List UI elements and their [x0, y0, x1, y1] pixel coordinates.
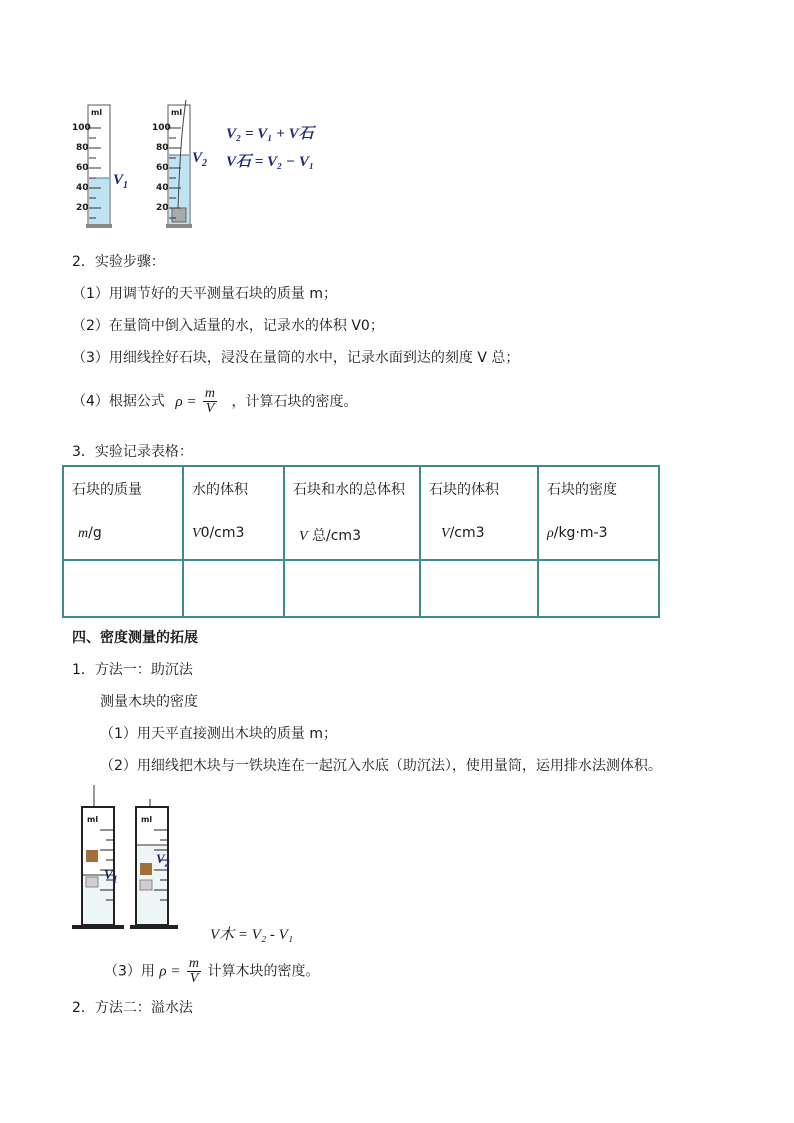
tick-label: 60	[76, 163, 89, 173]
section-heading-table: 3．实验记录表格：	[72, 444, 193, 460]
table-header-cell: 石块的密度 ρ/kg·m-3	[538, 466, 659, 560]
unit-label: ml	[91, 108, 103, 117]
fraction-denominator: V	[205, 401, 215, 416]
unit-label: ml	[141, 815, 153, 824]
density-symbol: ρ =	[159, 963, 181, 980]
density-symbol: ρ =	[175, 393, 197, 410]
tick-label: 80	[156, 143, 169, 153]
step-2: （2）在量筒中倒入适量的水，记录水的体积 V0；	[72, 318, 384, 334]
v1-label: $V_1$	[104, 867, 118, 886]
method-1-step-2: （2）用细线把木块与一铁块连在一起沉入水底（助沉法），使用量筒，运用排水法测体积。	[100, 758, 662, 774]
record-table	[62, 465, 660, 618]
tick-label: 40	[76, 183, 89, 193]
step-4-prefix: （4）根据公式	[72, 393, 165, 410]
tick-label: 80	[76, 143, 89, 153]
unit-label: ml	[87, 815, 99, 824]
fraction-numerator: m	[204, 386, 216, 401]
table-row	[63, 560, 659, 617]
tick-label: 100	[72, 123, 91, 133]
method-2-title: 2．方法二：溢水法	[72, 1000, 193, 1016]
unit-label: ml	[171, 108, 183, 117]
section-heading-extension: 四、密度测量的拓展	[72, 630, 198, 646]
formula-vstone: V石 = V₂ − V₁	[226, 154, 315, 170]
tick-label: 20	[156, 203, 169, 213]
step-4	[72, 387, 357, 416]
step-4-suffix: ，计算石块的密度。	[231, 393, 358, 410]
section-heading-steps: 2．实验步骤：	[72, 254, 165, 270]
cylinder-diagram-2	[70, 785, 310, 945]
table-cell[interactable]	[284, 560, 420, 617]
step-3-prefix: （3）用	[104, 963, 155, 980]
cylinder-figure-1	[68, 100, 328, 235]
v1-label: $V_1$	[113, 172, 129, 191]
density-fraction	[203, 387, 217, 416]
table-header-cell: 石块和水的总体积 V 总/cm3	[284, 466, 420, 560]
tick-label: 60	[156, 163, 169, 173]
table-header-cell: 石块的体积 V/cm3	[420, 466, 538, 560]
table-header-cell: 石块的质量 m/g	[63, 466, 183, 560]
table-cell[interactable]	[538, 560, 659, 617]
tick-label: 100	[152, 123, 171, 133]
table-cell[interactable]	[183, 560, 284, 617]
cylinder-figure-2	[70, 785, 310, 945]
v2-label: $V_2$	[192, 150, 208, 169]
step-3-suffix: 计算木块的密度。	[207, 963, 320, 980]
method-1-step-1: （1）用天平直接测出木块的质量 m；	[100, 726, 337, 742]
step-1: （1）用调节好的天平测量石块的质量 m；	[72, 286, 337, 302]
table-cell[interactable]	[420, 560, 538, 617]
density-fraction	[187, 957, 201, 986]
v2-label: $V_2$	[156, 851, 170, 870]
table-header-row	[63, 466, 659, 560]
formula-v2: V₂ = V₁ + V石	[226, 126, 314, 142]
formula-vwood: V木 = V₂ - V₁	[210, 927, 294, 943]
step-3: （3）用细线拴好石块，浸没在量筒的水中，记录水面到达的刻度 V 总；	[72, 350, 520, 366]
method-1-subtitle: 测量木块的密度	[100, 694, 198, 710]
tick-label: 40	[156, 183, 169, 193]
table-cell[interactable]	[63, 560, 183, 617]
tick-label: 20	[76, 203, 89, 213]
method-1-step-3	[104, 957, 319, 986]
fraction-denominator: V	[189, 971, 199, 986]
method-1-title: 1．方法一：助沉法	[72, 662, 193, 678]
table-header-cell: 水的体积 V0/cm3	[183, 466, 284, 560]
fraction-numerator: m	[188, 956, 200, 971]
